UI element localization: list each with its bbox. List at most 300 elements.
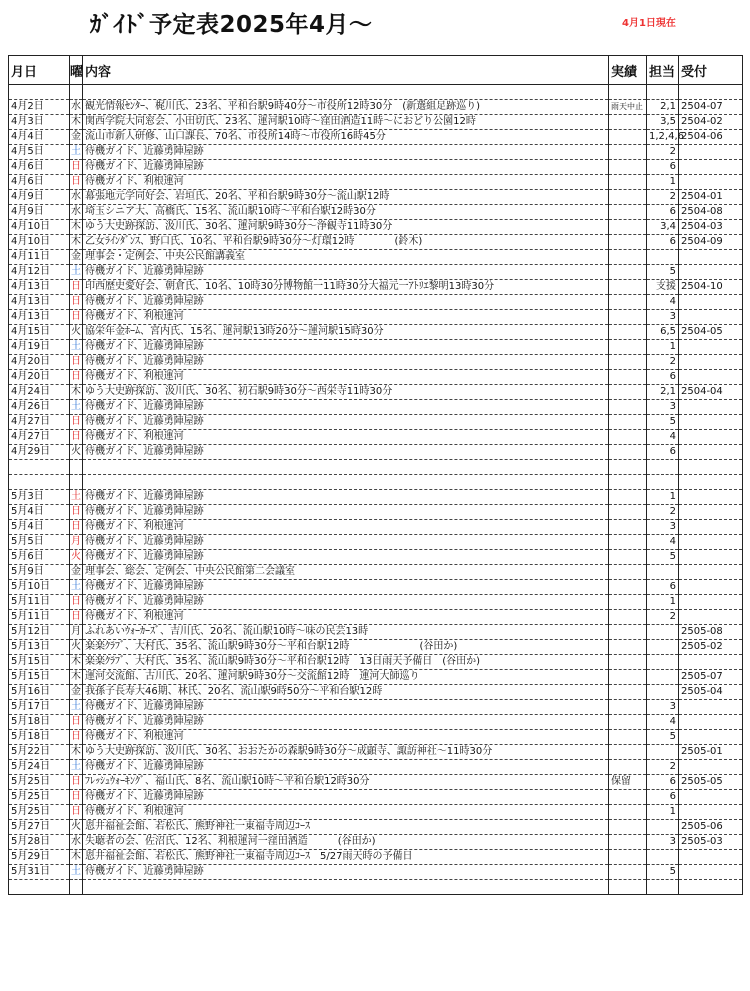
cell-dow: 火 — [70, 820, 83, 835]
table-row — [9, 595, 743, 610]
cell-content — [83, 85, 609, 100]
cell-date: 5月29日 — [9, 850, 70, 865]
cell-dow: 土 — [70, 760, 83, 775]
table-row — [9, 655, 743, 670]
table-row — [9, 325, 743, 340]
cell-date: 4月5日 — [9, 145, 70, 160]
cell-date: 4月13日 — [9, 280, 70, 295]
table-row — [9, 745, 743, 760]
cell-received: 2505-08 — [679, 625, 743, 640]
header-date: 月日 — [9, 56, 70, 85]
cell-dow: 日 — [70, 520, 83, 535]
cell-received — [679, 550, 743, 565]
cell-dow: 金 — [70, 565, 83, 580]
cell-assign: 5 — [647, 730, 679, 745]
cell-date: 5月25日 — [9, 775, 70, 790]
cell-result — [609, 415, 647, 430]
cell-result — [609, 580, 647, 595]
table-row — [9, 880, 743, 895]
cell-received — [679, 370, 743, 385]
table-row — [9, 475, 743, 490]
cell-dow: 土 — [70, 490, 83, 505]
cell-assign: 3 — [647, 400, 679, 415]
cell-received — [679, 400, 743, 415]
cell-received — [679, 145, 743, 160]
as-of-date: 4月1日現在 — [622, 18, 676, 29]
cell-assign: 5 — [647, 415, 679, 430]
cell-dow: 日 — [70, 355, 83, 370]
cell-assign: 6 — [647, 790, 679, 805]
cell-content: 印西歴史愛好会、朝倉氏、10名、10時30分博物館一11時30分大福元一ｱﾄﾘｴ黎明13時30分 — [83, 280, 609, 295]
cell-date: 5月17日 — [9, 700, 70, 715]
cell-dow: 水 — [70, 190, 83, 205]
cell-content: 待機ガイド、近藤勇陣屋跡 — [83, 295, 609, 310]
cell-received — [679, 355, 743, 370]
cell-assign: 2 — [647, 145, 679, 160]
cell-date: 5月28日 — [9, 835, 70, 850]
cell-result — [609, 745, 647, 760]
cell-content: 恩井福祉会館、若松氏、熊野神社一東福寺周辺ｺｰｽ 5/27雨天時の予備日 — [83, 850, 609, 865]
cell-date: 5月22日 — [9, 745, 70, 760]
table-row — [9, 220, 743, 235]
cell-assign: 2 — [647, 505, 679, 520]
cell-assign — [647, 85, 679, 100]
cell-dow — [70, 85, 83, 100]
cell-received: 2505-07 — [679, 670, 743, 685]
cell-assign: 6 — [647, 445, 679, 460]
cell-result — [609, 115, 647, 130]
cell-date — [9, 85, 70, 100]
cell-date — [9, 460, 70, 475]
cell-result — [609, 265, 647, 280]
cell-content: 待機ガイド、近藤勇陣屋跡 — [83, 265, 609, 280]
cell-received: 2505-01 — [679, 745, 743, 760]
cell-date: 5月10日 — [9, 580, 70, 595]
table-row — [9, 550, 743, 565]
cell-dow: 日 — [70, 505, 83, 520]
table-row — [9, 100, 743, 115]
table-row — [9, 730, 743, 745]
cell-result — [609, 220, 647, 235]
cell-content: 待機ガイド、利根運河 — [83, 430, 609, 445]
cell-content: ゆう大史跡探訪、汲川氏、30名、おおたかの森駅9時30分～成顕寺、諏訪神社～11時30分 — [83, 745, 609, 760]
cell-dow: 土 — [70, 400, 83, 415]
cell-content: 観光情報ｾﾝﾀｰ、梶川氏、23名、平和台駅9時40分～市役所12時30分 (新選組足跡巡り) — [83, 100, 609, 115]
cell-received: 2505-06 — [679, 820, 743, 835]
cell-dow: 月 — [70, 625, 83, 640]
cell-content: 待機ガイド、近藤勇陣屋跡 — [83, 580, 609, 595]
cell-date: 4月2日 — [9, 100, 70, 115]
cell-result — [609, 505, 647, 520]
cell-assign: 3 — [647, 835, 679, 850]
cell-content: 待機ガイド、近藤勇陣屋跡 — [83, 505, 609, 520]
table-row — [9, 670, 743, 685]
table-row — [9, 370, 743, 385]
table-row — [9, 295, 743, 310]
cell-dow: 土 — [70, 265, 83, 280]
cell-dow: 日 — [70, 805, 83, 820]
cell-received — [679, 865, 743, 880]
cell-assign: 3,5 — [647, 115, 679, 130]
cell-date: 4月15日 — [9, 325, 70, 340]
cell-assign: 3 — [647, 520, 679, 535]
cell-result — [609, 205, 647, 220]
cell-result — [609, 310, 647, 325]
cell-received — [679, 85, 743, 100]
cell-dow: 土 — [70, 865, 83, 880]
cell-result — [609, 445, 647, 460]
cell-received — [679, 535, 743, 550]
cell-assign: 5 — [647, 550, 679, 565]
table-row — [9, 610, 743, 625]
cell-dow: 火 — [70, 550, 83, 565]
cell-date: 5月18日 — [9, 730, 70, 745]
cell-date: 5月6日 — [9, 550, 70, 565]
cell-date: 5月5日 — [9, 535, 70, 550]
cell-dow: 土 — [70, 580, 83, 595]
cell-date: 4月24日 — [9, 385, 70, 400]
cell-date: 4月10日 — [9, 235, 70, 250]
cell-content: 待機ガイド、近藤勇陣屋跡 — [83, 160, 609, 175]
cell-date: 5月11日 — [9, 595, 70, 610]
cell-result — [609, 685, 647, 700]
cell-content: 幕張地元学同好会、岩垣氏、20名、平和台駅9時30分～流山駅12時 — [83, 190, 609, 205]
table-row — [9, 130, 743, 145]
cell-result — [609, 160, 647, 175]
cell-content: 我孫子長寿大46期、林氏、20名、流山駅9時50分～平和台駅12時 — [83, 685, 609, 700]
cell-dow: 日 — [70, 160, 83, 175]
table-row — [9, 565, 743, 580]
cell-content — [83, 880, 609, 895]
cell-assign: 6 — [647, 160, 679, 175]
table-row — [9, 280, 743, 295]
table-row — [9, 235, 743, 250]
cell-assign: 1,2,4,6 — [647, 130, 679, 145]
cell-date: 5月9日 — [9, 565, 70, 580]
cell-assign — [647, 655, 679, 670]
cell-result — [609, 595, 647, 610]
cell-content: 待機ガイド、近藤勇陣屋跡 — [83, 790, 609, 805]
table-row — [9, 460, 743, 475]
cell-dow: 木 — [70, 235, 83, 250]
cell-assign: 1 — [647, 595, 679, 610]
cell-result — [609, 280, 647, 295]
cell-received: 2504-07 — [679, 100, 743, 115]
table-row — [9, 535, 743, 550]
cell-received — [679, 430, 743, 445]
cell-result — [609, 715, 647, 730]
cell-received: 2504-04 — [679, 385, 743, 400]
cell-date: 5月31日 — [9, 865, 70, 880]
cell-date: 4月13日 — [9, 295, 70, 310]
cell-date: 4月6日 — [9, 175, 70, 190]
table-row — [9, 805, 743, 820]
cell-date: 5月13日 — [9, 640, 70, 655]
table-row — [9, 520, 743, 535]
cell-date: 4月6日 — [9, 160, 70, 175]
table-row — [9, 715, 743, 730]
cell-assign: 支援 — [647, 280, 679, 295]
cell-assign: 4 — [647, 430, 679, 445]
cell-assign — [647, 670, 679, 685]
cell-result — [609, 490, 647, 505]
cell-assign: 2,1 — [647, 100, 679, 115]
cell-dow: 土 — [70, 340, 83, 355]
cell-received: 2505-05 — [679, 775, 743, 790]
cell-date: 4月13日 — [9, 310, 70, 325]
cell-dow: 土 — [70, 145, 83, 160]
cell-dow: 日 — [70, 610, 83, 625]
cell-received — [679, 580, 743, 595]
cell-content: 乙女ﾗｲﾝﾀﾞﾝｽ、野口氏、10名、平和台駅9時30分～灯環12時 (鈴木) — [83, 235, 609, 250]
cell-assign: 1 — [647, 805, 679, 820]
cell-assign: 2 — [647, 190, 679, 205]
cell-content: 待機ガイド、利根運河 — [83, 310, 609, 325]
cell-received — [679, 160, 743, 175]
cell-result — [609, 85, 647, 100]
header-row — [9, 56, 743, 85]
cell-date: 4月4日 — [9, 130, 70, 145]
cell-assign: 6 — [647, 205, 679, 220]
cell-assign — [647, 880, 679, 895]
cell-result — [609, 130, 647, 145]
table-row — [9, 490, 743, 505]
cell-received — [679, 655, 743, 670]
cell-received — [679, 415, 743, 430]
cell-assign — [647, 460, 679, 475]
cell-result — [609, 835, 647, 850]
cell-dow: 火 — [70, 325, 83, 340]
cell-dow: 木 — [70, 220, 83, 235]
cell-assign — [647, 625, 679, 640]
table-row — [9, 145, 743, 160]
cell-received — [679, 490, 743, 505]
cell-assign: 3 — [647, 310, 679, 325]
cell-received — [679, 805, 743, 820]
cell-dow: 日 — [70, 295, 83, 310]
cell-dow: 日 — [70, 310, 83, 325]
cell-result — [609, 520, 647, 535]
table-row — [9, 505, 743, 520]
table-row — [9, 400, 743, 415]
cell-received: 2504-03 — [679, 220, 743, 235]
cell-result — [609, 865, 647, 880]
cell-content: 待機ガイド、近藤勇陣屋跡 — [83, 145, 609, 160]
cell-dow: 木 — [70, 745, 83, 760]
cell-received — [679, 175, 743, 190]
cell-received — [679, 715, 743, 730]
cell-result — [609, 475, 647, 490]
cell-assign — [647, 250, 679, 265]
cell-date: 4月29日 — [9, 445, 70, 460]
cell-content: 待機ガイド、近藤勇陣屋跡 — [83, 550, 609, 565]
cell-received: 2504-06 — [679, 130, 743, 145]
cell-received — [679, 850, 743, 865]
header-received: 受付 — [679, 56, 743, 85]
cell-dow: 日 — [70, 730, 83, 745]
cell-received — [679, 265, 743, 280]
cell-dow: 日 — [70, 775, 83, 790]
cell-content: 待機ガイド、近藤勇陣屋跡 — [83, 340, 609, 355]
cell-assign: 1 — [647, 340, 679, 355]
cell-assign: 6 — [647, 580, 679, 595]
cell-date — [9, 475, 70, 490]
cell-content: 楽楽ｸﾗﾌﾞ、大村氏、35名、流山駅9時30分～平和台駅12時 13日雨天予備日 (谷田か) — [83, 655, 609, 670]
cell-result — [609, 355, 647, 370]
table-row — [9, 640, 743, 655]
cell-assign: 3 — [647, 700, 679, 715]
cell-received: 2504-09 — [679, 235, 743, 250]
cell-dow: 木 — [70, 850, 83, 865]
cell-content: 関西学院大同窓会、小田切氏、23名、運河駅10時～窪田酒造11時～におどり公園12時 — [83, 115, 609, 130]
cell-dow: 水 — [70, 835, 83, 850]
header-assign: 担当 — [647, 56, 679, 85]
cell-date: 5月4日 — [9, 520, 70, 535]
cell-content — [83, 460, 609, 475]
cell-date: 5月11日 — [9, 610, 70, 625]
cell-received: 2504-01 — [679, 190, 743, 205]
cell-dow: 月 — [70, 535, 83, 550]
cell-content: 待機ガイド、近藤勇陣屋跡 — [83, 700, 609, 715]
cell-date: 4月20日 — [9, 355, 70, 370]
cell-result — [609, 385, 647, 400]
cell-content: 待機ガイド、近藤勇陣屋跡 — [83, 535, 609, 550]
cell-assign: 3,4 — [647, 220, 679, 235]
cell-content: 待機ガイド、近藤勇陣屋跡 — [83, 595, 609, 610]
cell-dow: 木 — [70, 385, 83, 400]
cell-assign: 5 — [647, 265, 679, 280]
header-content: 内容 — [83, 56, 609, 85]
table-row — [9, 250, 743, 265]
cell-result — [609, 760, 647, 775]
cell-dow: 木 — [70, 670, 83, 685]
cell-dow: 火 — [70, 640, 83, 655]
table-row — [9, 580, 743, 595]
cell-date: 4月12日 — [9, 265, 70, 280]
cell-assign: 4 — [647, 295, 679, 310]
table-row — [9, 415, 743, 430]
cell-content: 待機ガイド、利根運河 — [83, 610, 609, 625]
cell-date — [9, 880, 70, 895]
cell-date: 5月12日 — [9, 625, 70, 640]
cell-result — [609, 250, 647, 265]
cell-content: 待機ガイド、利根運河 — [83, 520, 609, 535]
table-row — [9, 355, 743, 370]
cell-date: 5月27日 — [9, 820, 70, 835]
cell-dow: 日 — [70, 175, 83, 190]
cell-received: 2504-10 — [679, 280, 743, 295]
cell-date: 4月27日 — [9, 430, 70, 445]
cell-received: 2504-08 — [679, 205, 743, 220]
cell-received: 2505-03 — [679, 835, 743, 850]
cell-result — [609, 430, 647, 445]
cell-date: 5月25日 — [9, 805, 70, 820]
cell-date: 5月25日 — [9, 790, 70, 805]
table-row — [9, 835, 743, 850]
cell-assign: 6 — [647, 775, 679, 790]
cell-received — [679, 310, 743, 325]
cell-dow: 土 — [70, 700, 83, 715]
table-row — [9, 265, 743, 280]
cell-result — [609, 190, 647, 205]
cell-dow: 水 — [70, 205, 83, 220]
cell-date: 4月3日 — [9, 115, 70, 130]
cell-assign: 6 — [647, 370, 679, 385]
cell-received: 2505-04 — [679, 685, 743, 700]
cell-assign: 2 — [647, 355, 679, 370]
cell-result — [609, 370, 647, 385]
cell-result — [609, 295, 647, 310]
cell-date: 4月26日 — [9, 400, 70, 415]
cell-content: 待機ガイド、利根運河 — [83, 805, 609, 820]
table-row — [9, 190, 743, 205]
cell-assign — [647, 850, 679, 865]
cell-date: 5月3日 — [9, 490, 70, 505]
cell-date: 5月24日 — [9, 760, 70, 775]
cell-date: 4月9日 — [9, 190, 70, 205]
cell-received — [679, 760, 743, 775]
cell-dow — [70, 460, 83, 475]
cell-content: 理事会・定例会、中央公民館講義室 — [83, 250, 609, 265]
cell-date: 5月15日 — [9, 670, 70, 685]
table-row — [9, 850, 743, 865]
cell-received — [679, 250, 743, 265]
cell-assign: 2 — [647, 610, 679, 625]
cell-date: 4月10日 — [9, 220, 70, 235]
cell-dow — [70, 475, 83, 490]
cell-content: 待機ガイド、近藤勇陣屋跡 — [83, 490, 609, 505]
cell-result — [609, 670, 647, 685]
cell-dow: 木 — [70, 655, 83, 670]
table-row — [9, 685, 743, 700]
table-row — [9, 340, 743, 355]
cell-content — [83, 475, 609, 490]
cell-result — [609, 850, 647, 865]
cell-result — [609, 880, 647, 895]
cell-assign: 4 — [647, 535, 679, 550]
table-row — [9, 205, 743, 220]
table-row — [9, 790, 743, 805]
cell-assign: 2,1 — [647, 385, 679, 400]
cell-content: 恩井福祉会館、若松氏、熊野神社一東福寺周辺ｺｰｽ — [83, 820, 609, 835]
cell-date: 5月15日 — [9, 655, 70, 670]
cell-dow — [70, 880, 83, 895]
table-row — [9, 820, 743, 835]
cell-result — [609, 400, 647, 415]
cell-dow: 金 — [70, 250, 83, 265]
cell-assign: 1 — [647, 175, 679, 190]
cell-received — [679, 880, 743, 895]
cell-received — [679, 565, 743, 580]
cell-date: 5月4日 — [9, 505, 70, 520]
table-row — [9, 625, 743, 640]
cell-assign: 4 — [647, 715, 679, 730]
cell-received — [679, 595, 743, 610]
cell-dow: 水 — [70, 100, 83, 115]
cell-result — [609, 655, 647, 670]
cell-assign — [647, 640, 679, 655]
cell-dow: 日 — [70, 430, 83, 445]
cell-assign — [647, 820, 679, 835]
cell-content: 失聴者の会、佐沼氏、12名、利根運河一窪田酒造 (谷田か) — [83, 835, 609, 850]
cell-content: 待機ガイド、近藤勇陣屋跡 — [83, 715, 609, 730]
cell-received — [679, 520, 743, 535]
cell-assign — [647, 475, 679, 490]
cell-content: ゆう大史跡探訪、汲川氏、30名、運河駅9時30分～浄観寺11時30分 — [83, 220, 609, 235]
table-row — [9, 160, 743, 175]
cell-content: 協栄年金ﾎｰﾑ、宮内氏、15名、運河駅13時20分～運河駅15時30分 — [83, 325, 609, 340]
cell-result — [609, 820, 647, 835]
